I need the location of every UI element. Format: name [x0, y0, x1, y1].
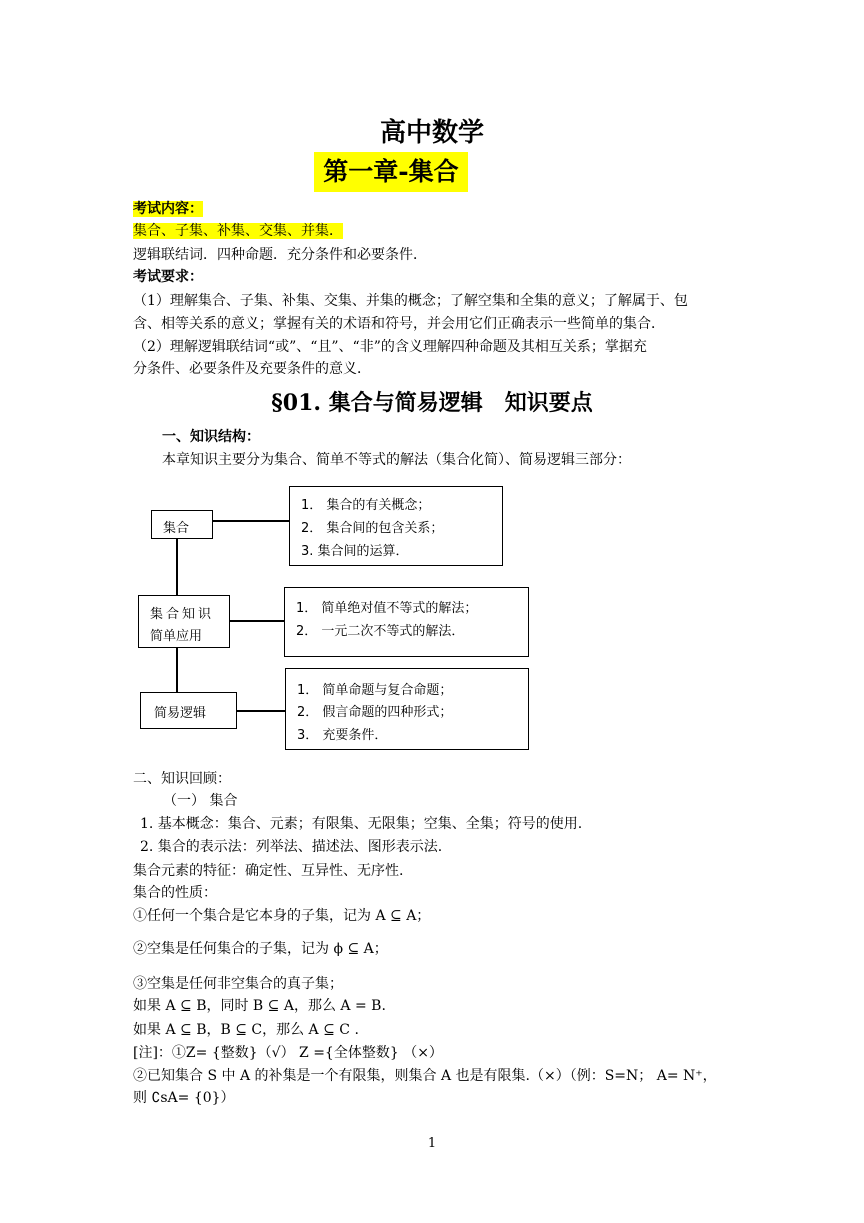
review-p4: 如果 A ⊆ B，同时 B ⊆ A，那么 A = B.: [133, 998, 386, 1014]
box3-item-2: 2． 假言命题的四种形式；: [297, 705, 453, 720]
connector-vertical-1: [176, 538, 178, 596]
box2-item-2: 2． 一元二次不等式的解法．: [296, 624, 465, 639]
review-feature: 集合元素的特征：确定性、互异性、无序性.: [133, 863, 404, 879]
page-number: 1: [427, 1136, 437, 1151]
review-note1: [注]：①Z= {整数}（√） Z ={全体整数} （×）: [133, 1045, 443, 1061]
box1-item-2: 2． 集合间的包含关系；: [301, 521, 444, 536]
exam-content-line2: 逻辑联结词．四种命题．充分条件和必要条件．: [133, 247, 427, 263]
review-p5: 如果 A ⊆ B，B ⊆ C，那么 A ⊆ C .: [133, 1022, 359, 1038]
review-p3: ③空集是任何非空集合的真子集；: [133, 976, 343, 992]
structure-label: 一、知识结构：: [162, 429, 260, 445]
box3-item-3: 3． 充要条件．: [297, 728, 388, 743]
exam-req1-a: （1）理解集合、子集、补集、交集、并集的概念；了解空集和全集的意义；了解属于、包: [133, 293, 688, 309]
connector-logic: [236, 710, 286, 712]
box1-item-3: 3. 集合间的运算．: [301, 544, 409, 559]
review-note2: ②已知集合 S 中 A 的补集是一个有限集，则集合 A 也是有限集.（×）（例：S=N； A= N⁺，: [133, 1068, 717, 1084]
exam-content-label: 考试内容：: [133, 201, 203, 217]
box1-item-1: 1． 集合的有关概念；: [301, 498, 431, 513]
node-logic-label: 简易逻辑: [154, 706, 207, 721]
page-title: 高中数学: [379, 118, 484, 148]
review-note3: 则 ∁sA= {0}）: [133, 1090, 235, 1106]
node-set-label: 集合: [163, 521, 190, 536]
review-item1: 1. 基本概念：集合、元素；有限集、无限集；空集、全集；符号的使用.: [140, 816, 583, 832]
exam-req2-a: （2）理解逻辑联结词“或”、“且”、“非”的含义理解四种命题及其相互关系；掌据充: [133, 339, 647, 355]
review-item2: 2. 集合的表示法：列举法、描述法、图形表示法.: [140, 839, 443, 855]
exam-req2-b: 分条件、必要条件及充要条件的意义．: [133, 361, 371, 377]
review-p2: ②空集是任何集合的子集，记为 ϕ ⊆ A；: [133, 941, 388, 957]
connector-set: [212, 520, 290, 522]
node-app-line1: 集合知识: [150, 607, 215, 622]
box2-item-1: 1． 简单绝对值不等式的解法；: [296, 601, 478, 616]
connector-app: [229, 620, 285, 622]
box-inequality-topics: [284, 587, 529, 657]
section-title: §01. 集合与简易逻辑 知识要点: [271, 390, 593, 416]
structure-desc: 本章知识主要分为集合、简单不等式的解法（集合化简）、简易逻辑三部分：: [162, 452, 631, 468]
node-app-line2: 简单应用: [150, 629, 203, 644]
exam-content-line1: 集合、子集、补集、交集、并集．: [133, 223, 343, 239]
node-set-application: [138, 595, 230, 648]
node-logic: [140, 692, 237, 729]
review-property: 集合的性质：: [133, 885, 217, 901]
box3-item-1: 1． 简单命题与复合命题；: [297, 683, 453, 698]
chapter-title: 第一章-集合: [314, 152, 468, 192]
box-logic-topics: [285, 668, 529, 750]
exam-req-label: 考试要求：: [133, 269, 203, 285]
box-set-topics: [289, 486, 503, 566]
exam-req1-b: 含、相等关系的意义；掌握有关的术语和符号，并会用它们正确表示一些简单的集合．: [133, 316, 665, 332]
connector-vertical-2: [176, 647, 178, 693]
review-p1: ①任何一个集合是它本身的子集，记为 A ⊆ A；: [133, 908, 431, 924]
node-set: [151, 510, 213, 539]
review-label: 二、知识回顾：: [133, 771, 231, 787]
review-sub1: （一） 集合: [163, 793, 238, 809]
